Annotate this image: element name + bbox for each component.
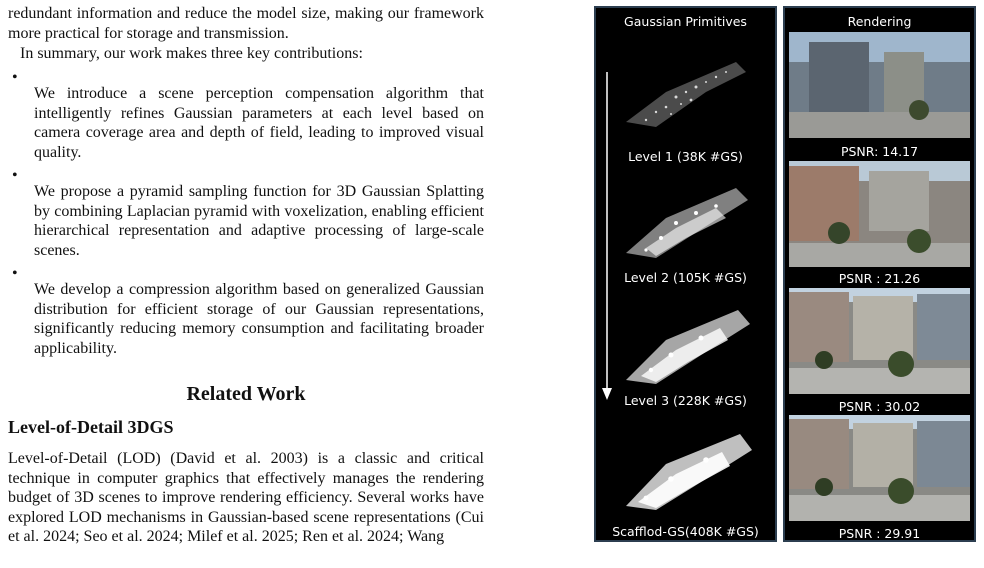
- related-work-paragraph: Level-of-Detail (LOD) (David et al. 2003) is a classic and critical technique in computer graphics that effectively manages the rendering budget of 3D scenes to improve rendering efficiency. Several works have explored LOD mechanisms in Gaussian-based scene representations (Cui et al. 2024; Seo et al. 2024; Milef et al. 2025; Ren et al. 2024; Wang: [8, 450, 484, 545]
- psnr-label: PSNR: 14.17: [840, 144, 919, 159]
- contributions-intro: In summary, our work makes three key contributions:: [20, 45, 363, 62]
- gaussian-primitives-panel: [594, 6, 777, 542]
- subsection-heading: Level-of-Detail 3DGS: [8, 417, 174, 437]
- lod-figure: [594, 6, 976, 542]
- psnr-label: PSNR : 21.26: [838, 271, 921, 286]
- bullet-icon: •: [12, 69, 18, 86]
- render-image: [789, 161, 970, 267]
- panel-title: Gaussian Primitives: [624, 14, 747, 29]
- point-cloud-image: [616, 300, 756, 390]
- level-label: Level 2 (105K #GS): [624, 270, 747, 285]
- panel-title: Rendering: [847, 14, 912, 29]
- point-cloud-image: [616, 52, 756, 142]
- render-image: [789, 415, 970, 521]
- point-cloud-image: [616, 424, 756, 514]
- intro-paragraph: redundant information and reduce the model size, making our framework more practical for storage and transmission.: [8, 5, 484, 42]
- psnr-label: PSNR : 29.91: [838, 526, 921, 541]
- contribution-item: [8, 166, 484, 276]
- level-label: Scafflod-GS(408K #GS): [612, 524, 759, 539]
- psnr-label: PSNR : 30.02: [838, 399, 921, 414]
- arrow-down-icon: [600, 72, 614, 402]
- contribution-text: We introduce a scene perception compensation algorithm that intelligently refines Gaussian parameters at each level based on camera coverage area and depth of field, leading to improved visual quality.: [34, 85, 484, 161]
- contribution-item: [8, 264, 484, 374]
- rendering-panel: [783, 6, 976, 542]
- bullet-icon: •: [12, 167, 18, 184]
- level-label: Level 3 (228K #GS): [624, 393, 747, 408]
- render-image: [789, 288, 970, 394]
- render-image: [789, 32, 970, 138]
- bullet-icon: •: [12, 265, 18, 282]
- level-label: Level 1 (38K #GS): [628, 149, 743, 164]
- section-heading: Related Work: [186, 383, 306, 405]
- contribution-item: [8, 68, 484, 178]
- contribution-text: We propose a pyramid sampling function for 3D Gaussian Splatting by combining Laplacian pyramid with voxelization, enabling efficient hierarchical representation and adaptive processing of large-scale scenes.: [34, 183, 484, 259]
- point-cloud-image: [616, 178, 756, 268]
- contribution-text: We develop a compression algorithm based on generalized Gaussian distribution for efficient storage of our Gaussian representations, significantly reducing memory consumption and facilitating broader applicability.: [34, 281, 484, 357]
